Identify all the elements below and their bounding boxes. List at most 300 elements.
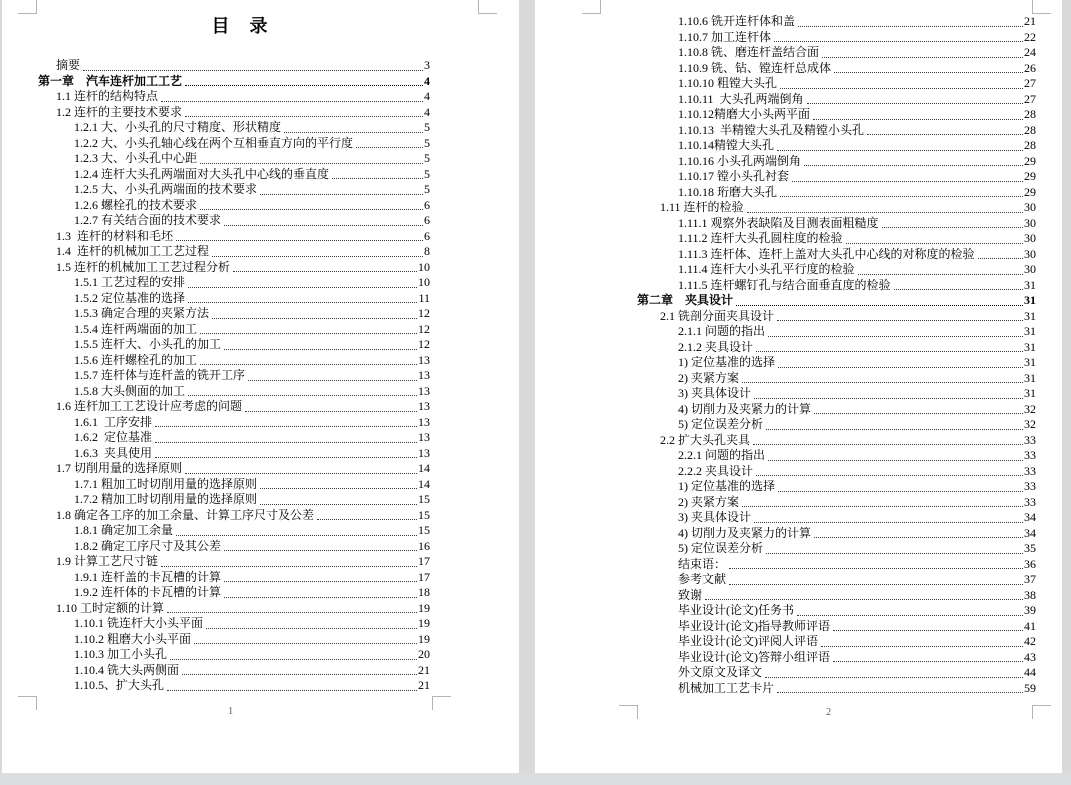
dot-leader — [797, 615, 1023, 616]
toc-entry-label: 1.10.1 铣连杆大小头平面 — [74, 616, 204, 630]
toc-entry-page: 17 — [418, 569, 430, 584]
toc-entry[interactable] — [637, 371, 1036, 387]
toc-entry-label: 1.10.5、扩大头孔 — [74, 678, 165, 692]
toc-entry[interactable] — [38, 368, 430, 384]
dot-leader — [212, 318, 417, 319]
toc-entry[interactable] — [637, 185, 1036, 201]
dot-leader — [742, 506, 1023, 507]
dot-leader — [200, 364, 417, 365]
toc-entry-label: 3) 夹具体设计 — [678, 510, 751, 524]
toc-entry-page: 12 — [418, 306, 430, 320]
dot-leader — [780, 88, 1023, 89]
toc-entry[interactable] — [637, 681, 1036, 697]
toc-entry-label: 1.7.1 粗加工时切削用量的选择原则 — [74, 476, 258, 491]
dot-leader — [176, 535, 417, 536]
toc-entry-page: 31 — [1024, 370, 1036, 385]
toc-entry-label: 摘要 — [56, 58, 81, 72]
dot-leader — [233, 271, 417, 272]
dot-leader — [729, 568, 1023, 569]
text-boundary-mark — [432, 696, 451, 710]
toc-entry[interactable] — [38, 151, 430, 167]
toc-entry-label: 机械加工工艺卡片 — [678, 680, 775, 695]
toc-entry-label: 1.5.6 连杆螺栓孔的加工 — [74, 352, 198, 367]
toc-entry[interactable] — [38, 647, 430, 663]
dot-leader — [188, 302, 417, 303]
toc-entry[interactable] — [637, 665, 1036, 681]
dot-leader — [846, 243, 1023, 244]
toc-entry[interactable] — [637, 278, 1036, 294]
toc-entry[interactable] — [38, 663, 430, 679]
toc-entry-page: 6 — [424, 228, 430, 243]
toc-entry[interactable] — [38, 120, 430, 136]
toc-entry-label: 毕业设计(论文)指导教师评语 — [678, 618, 830, 633]
toc-entry-page: 14 — [418, 476, 430, 491]
dot-leader — [978, 258, 1023, 259]
toc-entry-label: 1.11.4 连杆大小头孔平行度的检验 — [678, 262, 855, 276]
toc-entry-page: 13 — [418, 430, 430, 444]
toc-entry[interactable] — [38, 58, 430, 74]
toc-entry[interactable] — [38, 430, 430, 446]
toc-entry-page: 37 — [1024, 572, 1036, 586]
toc-entry-label: 1.5.4 连杆两端面的加工 — [74, 321, 198, 336]
toc-entry-page: 5 — [424, 166, 430, 181]
toc-entry-page: 8 — [424, 244, 430, 258]
toc-entry[interactable] — [38, 74, 430, 90]
dot-leader — [224, 550, 417, 551]
dot-leader — [729, 584, 1023, 585]
toc-entry-label: 1.5.7 连杆体与连杆盖的铣开工序 — [74, 368, 246, 382]
toc-entry-label: 1.8.1 确定加工余量 — [74, 523, 174, 537]
toc-entry-label: 1.2 连杆的主要技术要求 — [56, 104, 183, 119]
toc-entry-page: 33 — [1024, 463, 1036, 478]
toc-entry[interactable] — [38, 384, 430, 400]
toc-entry[interactable] — [637, 588, 1036, 604]
dot-leader — [867, 134, 1023, 135]
toc-entry[interactable] — [637, 619, 1036, 635]
text-boundary-mark — [18, 0, 37, 14]
toc-entry[interactable] — [38, 415, 430, 431]
toc-entry-label: 1.3 连杆的材料和毛坯 — [56, 228, 174, 243]
dot-leader — [212, 256, 423, 257]
toc-entry[interactable] — [637, 231, 1036, 247]
dot-leader — [194, 643, 417, 644]
toc-entry[interactable] — [637, 433, 1036, 449]
dot-leader — [356, 147, 423, 148]
toc-entry-label: 1.6.1 工序安排 — [74, 414, 153, 429]
toc-entry[interactable] — [637, 154, 1036, 170]
toc-entry-label: 1.10.13 半精镗大头孔及精镗小头孔 — [678, 122, 865, 137]
toc-entry-page: 13 — [418, 368, 430, 382]
dot-leader — [317, 519, 417, 520]
toc-entry-label: 1.5.2 定位基准的选择 — [74, 290, 186, 305]
toc-entry[interactable] — [38, 446, 430, 462]
toc-entry-page: 41 — [1024, 618, 1036, 633]
toc-entry[interactable] — [637, 603, 1036, 619]
dot-leader — [754, 522, 1023, 523]
toc-entry[interactable] — [637, 572, 1036, 588]
toc-entry-label: 1.11.1 观察外表缺陷及目测表面粗糙度 — [678, 215, 879, 230]
dot-leader — [774, 41, 1023, 42]
toc-entry[interactable] — [38, 523, 430, 539]
toc-entry-label: 1.10.7 加工连杆体 — [678, 29, 772, 44]
toc-entry-label: 2.2 扩大头孔夹具 — [660, 432, 751, 447]
toc-entry[interactable] — [38, 477, 430, 493]
dot-leader — [161, 101, 423, 102]
toc-entry[interactable] — [637, 526, 1036, 542]
dot-leader — [766, 553, 1023, 554]
toc-entry-page: 19 — [418, 616, 430, 630]
dot-leader — [284, 132, 423, 133]
toc-entry[interactable] — [637, 557, 1036, 573]
toc-entry[interactable] — [38, 260, 430, 276]
toc-entry-label: 1.2.1 大、小头孔的尺寸精度、形状精度 — [74, 120, 282, 134]
toc-entry[interactable] — [38, 306, 430, 322]
toc-entry-page: 17 — [418, 554, 430, 568]
toc-entry-page: 59 — [1024, 680, 1036, 695]
dot-leader — [705, 599, 1023, 600]
toc-entry[interactable] — [637, 293, 1036, 309]
toc-entry-page: 36 — [1024, 556, 1036, 571]
dot-leader — [747, 212, 1023, 213]
toc-entry[interactable] — [637, 324, 1036, 340]
dot-leader — [83, 70, 423, 71]
toc-entry-page: 19 — [418, 600, 430, 615]
toc-entry[interactable] — [637, 123, 1036, 139]
toc-entry-label: 1.11 连杆的检验 — [660, 200, 744, 214]
toc-entry[interactable] — [38, 508, 430, 524]
dot-leader — [332, 178, 423, 179]
canvas-right-margin — [1062, 0, 1071, 773]
dot-leader — [167, 612, 417, 613]
toc-entry-page: 16 — [418, 538, 430, 553]
toc-entry-label: 1.1 连杆的结构特点 — [56, 89, 159, 103]
dot-leader — [804, 165, 1023, 166]
toc-entry-page: 4 — [424, 89, 430, 103]
toc-entry[interactable] — [38, 678, 430, 694]
toc-entry[interactable] — [38, 275, 430, 291]
toc-entry[interactable] — [637, 402, 1036, 418]
toc-entry[interactable] — [637, 262, 1036, 278]
canvas-left-margin — [0, 0, 2, 773]
toc-entry-page: 28 — [1024, 138, 1036, 152]
toc-entry[interactable] — [637, 541, 1036, 557]
toc-entry[interactable] — [38, 570, 430, 586]
toc-entry-page: 30 — [1024, 231, 1036, 245]
toc-entry-label: 1.10.2 粗磨大小头平面 — [74, 631, 192, 646]
document-page-2[interactable] — [535, 0, 1062, 773]
dot-leader — [248, 380, 417, 381]
toc-entry-page: 30 — [1024, 246, 1036, 261]
toc-entry-page: 32 — [1024, 401, 1036, 416]
dot-leader — [200, 333, 417, 334]
toc-entry[interactable] — [637, 76, 1036, 92]
toc-entry-page: 12 — [418, 321, 430, 336]
toc-entry-label: 1.10 工时定额的计算 — [56, 600, 165, 615]
toc-entry-page: 11 — [418, 290, 430, 305]
toc-entry-page: 33 — [1024, 448, 1036, 462]
toc-entry-page: 14 — [418, 461, 430, 475]
dot-leader — [894, 289, 1023, 290]
toc-entry-label: 1.6 连杆加工工艺设计应考虑的问题 — [56, 399, 243, 413]
toc-entry[interactable] — [637, 92, 1036, 108]
toc-entry[interactable] — [637, 107, 1036, 123]
toc-entry-page: 44 — [1024, 665, 1036, 679]
toc-entry[interactable] — [637, 495, 1036, 511]
toc-entry-label: 5) 定位误差分析 — [678, 541, 763, 555]
toc-entry-page: 6 — [424, 213, 430, 227]
toc-entry[interactable] — [637, 650, 1036, 666]
toc-entry-page: 34 — [1024, 510, 1036, 524]
page-number-footer-1[interactable]: 1 — [228, 706, 234, 717]
toc-entry[interactable] — [38, 353, 430, 369]
toc-entry-label: 毕业设计(论文)任务书 — [678, 603, 794, 617]
toc-entry-label: 1.10.17 镗小头孔衬套 — [678, 169, 790, 183]
dot-leader — [161, 566, 417, 567]
toc-entry-page: 21 — [418, 662, 430, 677]
toc-entry-page: 13 — [418, 383, 430, 398]
toc-entry-label: 1.4 连杆的机械加工工艺过程 — [56, 244, 210, 258]
toc-entry[interactable] — [38, 601, 430, 617]
toc-entry[interactable] — [637, 386, 1036, 402]
toc-entry[interactable] — [637, 14, 1036, 30]
toc-entry-label: 参考文献 — [678, 572, 727, 586]
toc-entry-label: 毕业设计(论文)答辩小组评语 — [678, 649, 830, 664]
toc-entry-page: 13 — [418, 399, 430, 413]
toc-entry-label: 1.11.2 连杆大头孔圆柱度的检验 — [678, 231, 843, 245]
toc-entry-page: 24 — [1024, 45, 1036, 59]
dot-leader — [188, 395, 417, 396]
toc-entry-label: 1.7.2 精加工时切削用量的选择原则 — [74, 492, 258, 506]
dot-leader — [834, 72, 1023, 73]
toc-entry[interactable] — [38, 291, 430, 307]
toc-entry[interactable] — [38, 105, 430, 121]
canvas-bottom-area — [0, 773, 1071, 785]
toc-entry[interactable] — [38, 399, 430, 415]
toc-entry[interactable] — [38, 461, 430, 477]
toc-entry[interactable] — [637, 479, 1036, 495]
dot-leader — [200, 209, 423, 210]
dot-leader — [766, 429, 1023, 430]
toc-entry-label: 第一章 汽车连杆加工工艺 — [38, 73, 183, 88]
toc-entry-page: 42 — [1024, 634, 1036, 648]
toc-entry-label: 1.2.4 连杆大头孔两端面对大头孔中心线的垂直度 — [74, 166, 330, 181]
dot-leader — [778, 367, 1023, 368]
toc-entry[interactable] — [637, 247, 1036, 263]
toc-entry-page: 29 — [1024, 169, 1036, 183]
toc-entry-page: 6 — [424, 197, 430, 212]
toc-entry[interactable] — [38, 554, 430, 570]
dot-leader — [167, 690, 417, 691]
toc-entry-page: 31 — [1024, 355, 1036, 369]
toc-entry-page: 29 — [1024, 153, 1036, 168]
dot-leader — [224, 581, 417, 582]
dot-leader — [858, 274, 1023, 275]
toc-entry-label: 4) 切削力及夹紧力的计算 — [678, 401, 811, 416]
text-boundary-mark — [478, 0, 497, 14]
toc-entry-label: 1.10.4 铣大头两侧面 — [74, 662, 180, 677]
toc-entry-page: 5 — [424, 120, 430, 134]
toc-entry-page: 30 — [1024, 215, 1036, 230]
toc-entry-label: 1.11.3 连杆体、连杆上盖对大头孔中心线的对称度的检验 — [678, 246, 975, 261]
dot-leader — [798, 26, 1023, 27]
toc-list-page2 — [637, 14, 1036, 696]
toc-entry[interactable] — [38, 632, 430, 648]
toc-entry-label: 5) 定位误差分析 — [678, 417, 763, 431]
dot-leader — [185, 116, 423, 117]
dot-leader — [833, 661, 1023, 662]
toc-entry[interactable] — [637, 61, 1036, 77]
toc-entry-label: 1.5.8 大头侧面的加工 — [74, 383, 186, 398]
dot-leader — [224, 225, 423, 226]
toc-entry-label: 2) 夹紧方案 — [678, 494, 739, 509]
toc-entry[interactable] — [38, 198, 430, 214]
toc-entry-page: 30 — [1024, 200, 1036, 214]
toc-entry[interactable] — [38, 167, 430, 183]
toc-entry-label: 1.5.1 工艺过程的安排 — [74, 275, 186, 289]
dot-leader — [188, 287, 417, 288]
dot-leader — [260, 504, 417, 505]
toc-entry[interactable] — [637, 169, 1036, 185]
toc-entry[interactable] — [38, 229, 430, 245]
dot-leader — [155, 457, 417, 458]
toc-entry-label: 1.6.3 夹具使用 — [74, 445, 153, 460]
toc-entry-label: 致谢 — [678, 587, 703, 602]
toc-entry-page: 18 — [418, 585, 430, 599]
text-boundary-mark — [1032, 705, 1051, 719]
toc-entry-label: 3) 夹具体设计 — [678, 386, 751, 400]
dot-leader — [821, 646, 1023, 647]
toc-entry-page: 31 — [1024, 386, 1036, 400]
toc-entry[interactable] — [637, 216, 1036, 232]
toc-entry-label: 1.6.2 定位基准 — [74, 430, 153, 444]
toc-entry[interactable] — [637, 464, 1036, 480]
toc-title[interactable]: 目 录 — [211, 16, 269, 36]
toc-entry-page: 26 — [1024, 60, 1036, 75]
toc-entry[interactable] — [38, 616, 430, 632]
toc-entry-label: 1.9.1 连杆盖的卡瓦槽的计算 — [74, 569, 222, 584]
toc-entry-label: 2) 夹紧方案 — [678, 370, 739, 385]
toc-entry[interactable] — [637, 138, 1036, 154]
toc-entry-page: 15 — [418, 507, 430, 522]
toc-entry[interactable] — [38, 492, 430, 508]
toc-entry-label: 1.2.3 大、小头孔中心距 — [74, 151, 198, 165]
dot-leader — [778, 491, 1023, 492]
toc-entry[interactable] — [637, 45, 1036, 61]
dot-leader — [833, 630, 1023, 631]
toc-entry[interactable] — [38, 182, 430, 198]
toc-entry-page: 29 — [1024, 184, 1036, 199]
dot-leader — [822, 57, 1023, 58]
toc-entry[interactable] — [637, 355, 1036, 371]
dot-leader — [882, 227, 1023, 228]
toc-entry[interactable] — [38, 539, 430, 555]
toc-entry[interactable] — [38, 337, 430, 353]
toc-entry-label: 1.5 连杆的机械加工工艺过程分析 — [56, 259, 231, 274]
dot-leader — [185, 473, 417, 474]
toc-entry-page: 31 — [1024, 308, 1036, 323]
toc-entry-label: 1.11.5 连杆螺钉孔与结合面垂直度的检验 — [678, 277, 891, 292]
toc-entry[interactable] — [637, 417, 1036, 433]
toc-entry[interactable] — [637, 634, 1036, 650]
toc-entry-label: 外文原文及译文 — [678, 665, 763, 679]
toc-entry-label: 1.10.12精磨大小头两平面 — [678, 107, 811, 121]
toc-entry-page: 4 — [424, 73, 430, 88]
toc-entry-page: 31 — [1024, 277, 1036, 292]
toc-entry-page: 35 — [1024, 541, 1036, 555]
dot-leader — [807, 103, 1023, 104]
toc-entry-page: 33 — [1024, 432, 1036, 447]
toc-entry-label: 1.9 计算工艺尺寸链 — [56, 554, 159, 568]
toc-entry-label: 1.7 切削用量的选择原则 — [56, 461, 183, 475]
toc-entry-page: 43 — [1024, 649, 1036, 664]
page-number-footer-2[interactable]: 2 — [826, 707, 832, 718]
toc-entry[interactable] — [637, 30, 1036, 46]
toc-entry-page: 10 — [418, 259, 430, 274]
toc-entry-label: 1.5.5 连杆大、小头孔的加工 — [74, 337, 222, 351]
dot-leader — [813, 119, 1023, 120]
toc-entry-label: 毕业设计(论文)评阅人评语 — [678, 634, 818, 648]
toc-entry[interactable] — [637, 448, 1036, 464]
toc-entry[interactable] — [637, 340, 1036, 356]
toc-entry-page: 19 — [418, 631, 430, 646]
toc-entry-label: 1.10.18 珩磨大头孔 — [678, 184, 778, 199]
toc-entry-page: 22 — [1024, 29, 1036, 44]
toc-entry-label: 1.5.3 确定合理的夹紧方法 — [74, 306, 210, 320]
toc-entry-label: 1.10.6 铣开连杆体和盖 — [678, 14, 796, 28]
toc-entry-label: 1.2.7 有关结合面的技术要求 — [74, 213, 222, 227]
toc-entry[interactable] — [38, 213, 430, 229]
dot-leader — [780, 196, 1023, 197]
toc-entry-page: 28 — [1024, 107, 1036, 121]
toc-entry-label: 2.2.1 问题的指出 — [678, 448, 766, 462]
toc-entry[interactable] — [637, 200, 1036, 216]
toc-entry-page: 38 — [1024, 587, 1036, 602]
toc-entry-label: 2.2.2 夹具设计 — [678, 463, 754, 478]
dot-leader — [777, 150, 1023, 151]
toc-entry-page: 5 — [424, 182, 430, 196]
toc-entry-label: 1.2.2 大、小头孔轴心线在两个互相垂直方向的平行度 — [74, 135, 354, 150]
text-boundary-mark — [619, 705, 638, 719]
toc-entry-page: 39 — [1024, 603, 1036, 617]
toc-entry-page: 31 — [1024, 339, 1036, 354]
toc-entry-label: 2.1.2 夹具设计 — [678, 339, 754, 354]
toc-entry[interactable] — [38, 136, 430, 152]
text-boundary-mark — [582, 0, 601, 14]
toc-entry-label: 1.10.14精镗大头孔 — [678, 138, 775, 152]
text-boundary-mark — [18, 696, 37, 710]
toc-entry[interactable] — [38, 89, 430, 105]
dot-leader — [200, 163, 423, 164]
toc-entry[interactable] — [637, 510, 1036, 526]
toc-entry[interactable] — [38, 322, 430, 338]
document-page-1[interactable] — [2, 0, 519, 773]
toc-entry-page: 34 — [1024, 525, 1036, 540]
toc-entry-page: 15 — [418, 492, 430, 506]
dot-leader — [753, 444, 1023, 445]
toc-entry-label: 1.2.5 大、小头孔两端面的技术要求 — [74, 182, 258, 196]
toc-entry[interactable] — [38, 244, 430, 260]
toc-entry-page: 20 — [418, 647, 430, 661]
dot-leader — [224, 597, 417, 598]
dot-leader — [754, 398, 1023, 399]
toc-entry-page: 33 — [1024, 479, 1036, 493]
toc-entry-label: 1) 定位基准的选择 — [678, 355, 775, 369]
dot-leader — [170, 659, 417, 660]
toc-entry-page: 33 — [1024, 494, 1036, 509]
toc-entry[interactable] — [38, 585, 430, 601]
toc-entry[interactable] — [637, 309, 1036, 325]
toc-entry-label: 第二章 夹具设计 — [637, 293, 734, 307]
